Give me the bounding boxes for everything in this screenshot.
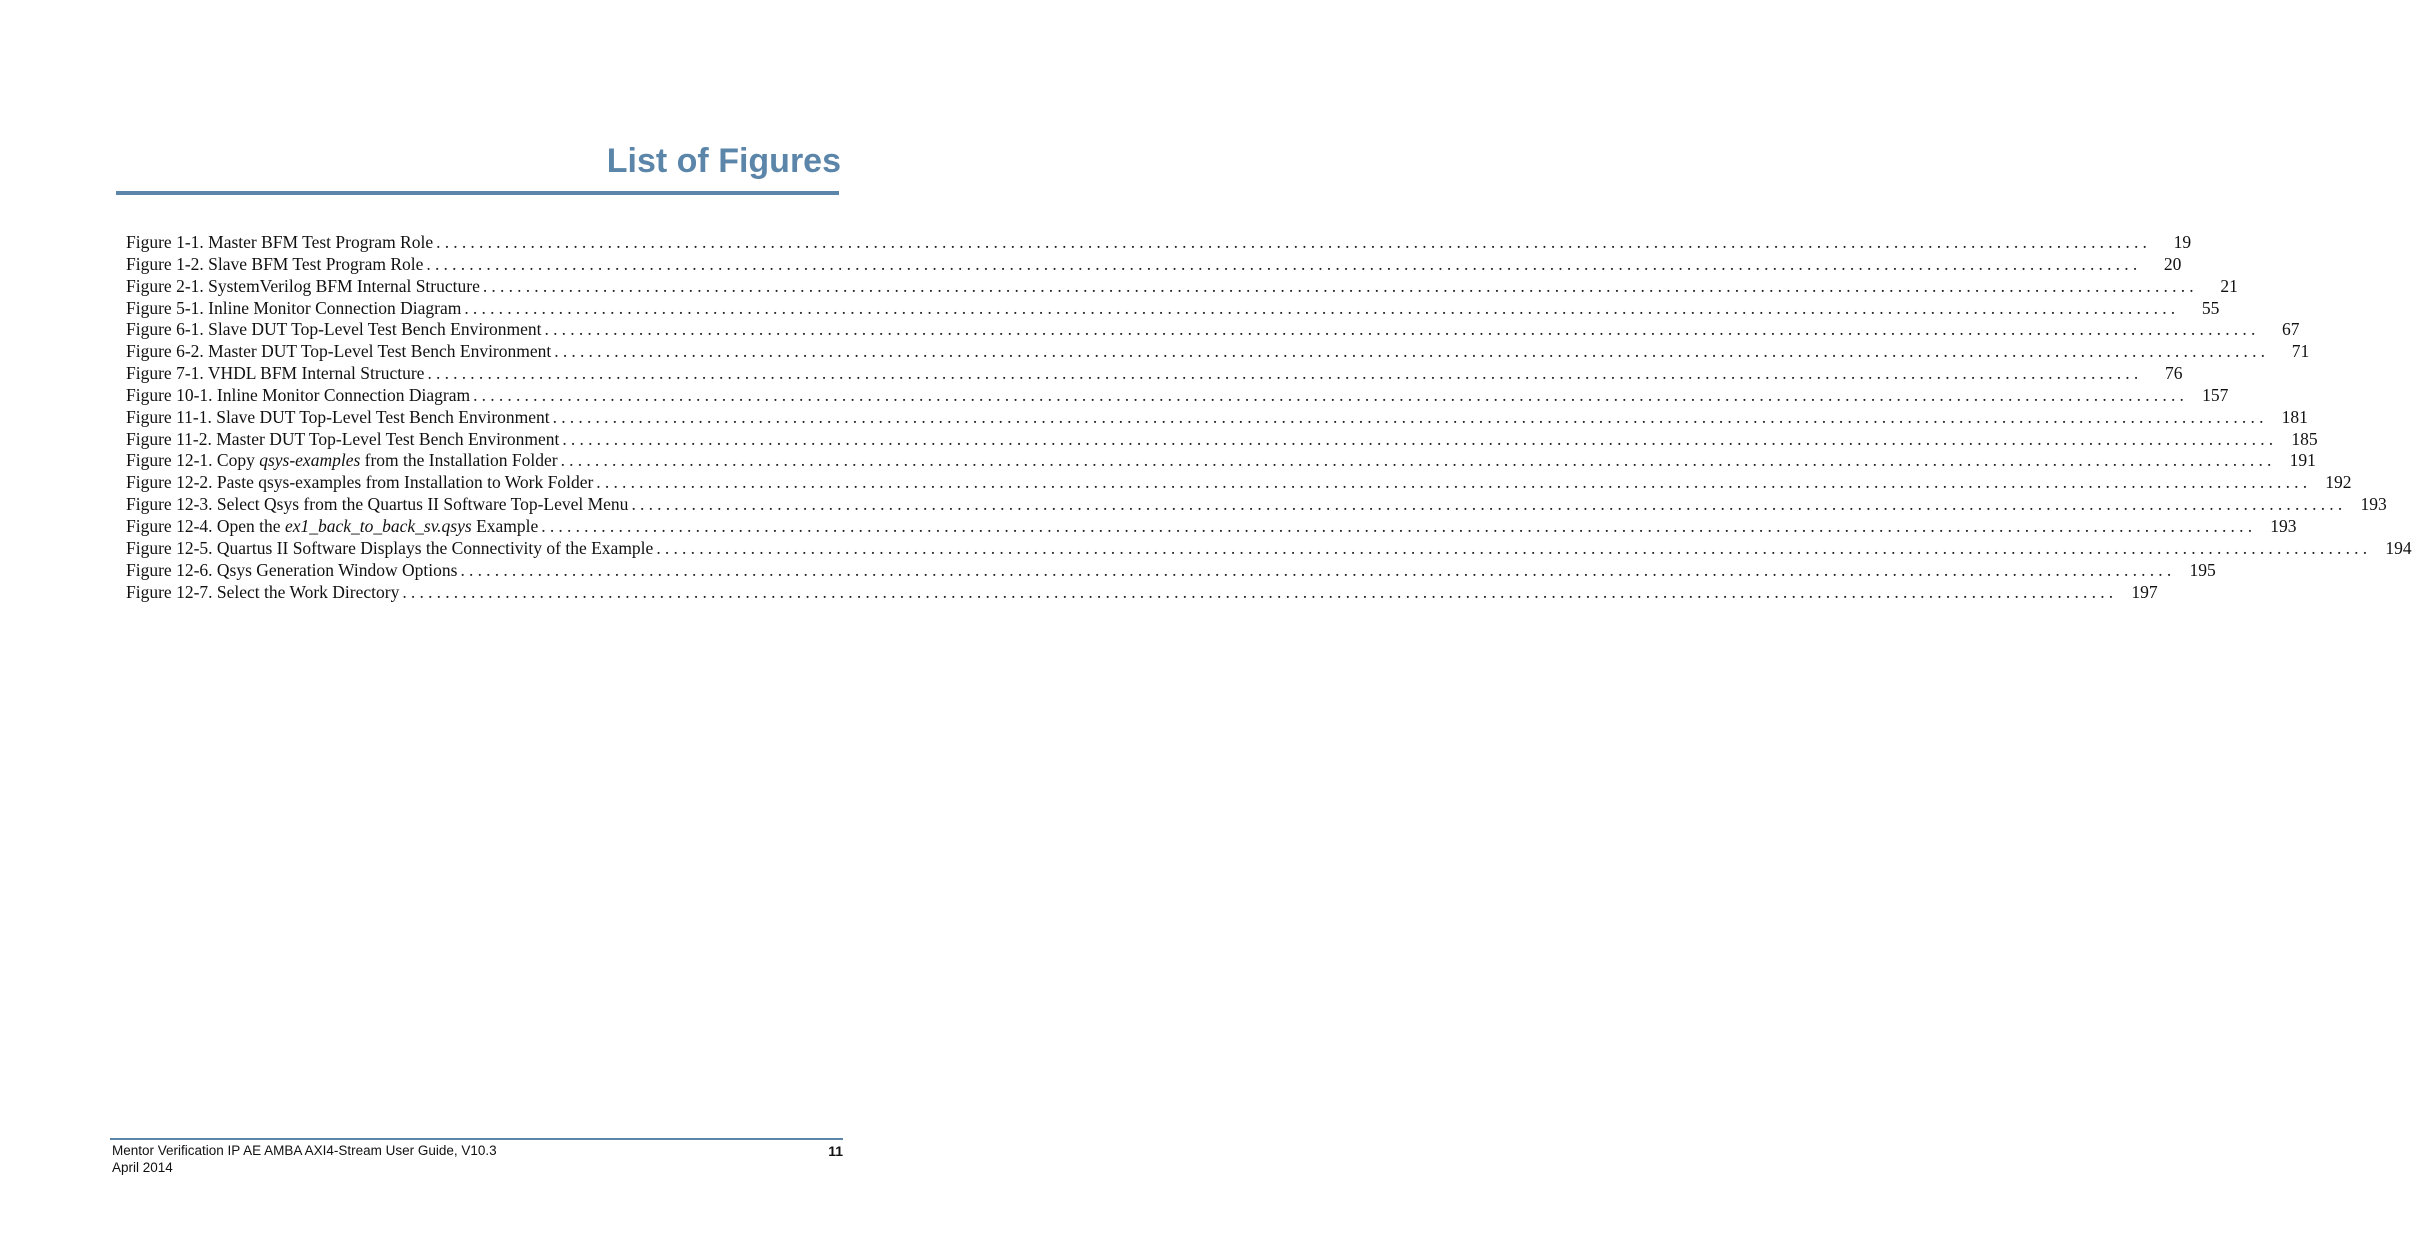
dot-leader: ........................................................................................................................................................................................................ <box>596 472 2312 493</box>
figure-entry-page: 192 <box>2325 472 2352 493</box>
figure-entry-title: Figure 12-7. Select the Work Directory <box>126 581 400 602</box>
dot-leader: ........................................................................................................................................................................................................ <box>426 253 2142 274</box>
dot-leader: ........................................................................................................................................................................................................ <box>631 494 2347 515</box>
dot-leader: ........................................................................................................................................................................................................ <box>656 537 2372 558</box>
figure-entry-page: 193 <box>2270 515 2297 536</box>
figure-entry-title: Figure 12-5. Quartus II Software Displays the Connectivity of the Example <box>126 537 654 558</box>
figure-entry-page: 191 <box>2289 450 2316 471</box>
figure-entry-title: Figure 11-1. Slave DUT Top-Level Test Bench Environment <box>126 406 550 427</box>
figure-entry-title: Figure 6-1. Slave DUT Top-Level Test Bench Environment <box>126 319 542 340</box>
figure-entry[interactable] <box>126 428 2318 451</box>
dot-leader: ........................................................................................................................................................................................................ <box>560 450 2276 471</box>
footer-date: April 2014 <box>112 1159 173 1175</box>
dot-leader: ........................................................................................................................................................................................................ <box>460 559 2176 580</box>
figure-entry[interactable] <box>126 384 2229 407</box>
dot-leader: ........................................................................................................................................................................................................ <box>552 406 2268 427</box>
dot-leader: ........................................................................................................................................................................................................ <box>427 363 2143 384</box>
figure-entry-title-italic: qsys-examples <box>259 450 361 471</box>
figure-entry-page: 157 <box>2202 384 2229 405</box>
figure-entry-page: 67 <box>2282 319 2300 340</box>
title-divider <box>116 191 839 195</box>
figure-entry-page: 76 <box>2164 363 2183 384</box>
figure-entry[interactable] <box>126 363 2183 385</box>
page-title: List of Figures <box>606 142 841 180</box>
figure-entry[interactable] <box>126 450 2316 472</box>
figure-entry-title-italic: ex1_back_to_back_sv.qsys <box>284 515 472 536</box>
dot-leader: ........................................................................................................................................................................................................ <box>482 275 2198 296</box>
dot-leader: ........................................................................................................................................................................................................ <box>473 384 2189 405</box>
page-footer <box>112 1143 843 1176</box>
figure-entry[interactable] <box>126 494 2387 516</box>
figure-entry[interactable] <box>126 232 2192 254</box>
figure-entry-title: Figure 1-2. Slave BFM Test Program Role <box>126 253 424 274</box>
dot-leader: ........................................................................................................................................................................................................ <box>541 515 2257 536</box>
figure-entry-page: 181 <box>2281 406 2308 427</box>
figure-entry-title-prefix: Figure 12-4. Open the <box>126 515 285 536</box>
dot-leader: ........................................................................................................................................................................................................ <box>562 428 2278 449</box>
figure-entry-title-prefix: Figure 12-1. Copy <box>126 450 260 471</box>
figure-entry-title <box>126 516 538 538</box>
figure-entry-page: 195 <box>2189 559 2216 580</box>
figure-entry-title: Figure 7-1. VHDL BFM Internal Structure <box>126 363 425 384</box>
figure-entry[interactable] <box>126 319 2300 341</box>
figure-entry-title: Figure 2-1. SystemVerilog BFM Internal Structure <box>126 275 480 296</box>
figure-entry-title: Figure 5-1. Inline Monitor Connection Diagram <box>126 297 462 318</box>
figure-entry-title: Figure 1-1. Master BFM Test Program Role <box>126 232 434 252</box>
figure-entry-page: 19 <box>2173 232 2192 252</box>
figure-entry[interactable] <box>126 275 2238 298</box>
figure-entry-title: Figure 12-3. Select Qsys from the Quartus II Software Top-Level Menu <box>126 494 629 515</box>
dot-leader: ........................................................................................................................................................................................................ <box>464 297 2180 318</box>
figure-entry[interactable] <box>126 406 2308 429</box>
figure-entry-page: 55 <box>2201 297 2220 318</box>
figure-entry[interactable] <box>126 581 2158 604</box>
dot-leader: ........................................................................................................................................................................................................ <box>544 319 2260 340</box>
figure-entry-page: 71 <box>2291 341 2310 362</box>
dot-leader: ........................................................................................................................................................................................................ <box>436 232 2152 252</box>
figure-entry-title: Figure 6-2. Master DUT Top-Level Test Bench Environment <box>126 341 552 362</box>
dot-leader: ........................................................................................................................................................................................................ <box>402 581 2118 602</box>
footer-page-number: 11 <box>828 1143 843 1159</box>
figure-entry-title: Figure 12-2. Paste qsys-examples from Installation to Work Folder <box>126 472 594 493</box>
footer-divider <box>110 1138 843 1140</box>
dot-leader: ........................................................................................................................................................................................................ <box>554 341 2270 362</box>
figure-entry-title <box>126 450 558 472</box>
figure-entry[interactable] <box>126 341 2310 363</box>
figure-entry-title: Figure 10-1. Inline Monitor Connection Diagram <box>126 384 471 405</box>
figure-entry-page: 197 <box>2131 581 2158 602</box>
figure-entry[interactable] <box>126 472 2352 494</box>
figure-entry[interactable] <box>126 297 2220 320</box>
figure-entry-page: 194 <box>2385 537 2412 558</box>
figure-entry-title-suffix: Example <box>471 515 539 536</box>
figure-entry-title: Figure 12-6. Qsys Generation Window Options <box>126 559 458 580</box>
figure-entry-title: Figure 11-2. Master DUT Top-Level Test Bench Environment <box>126 428 560 449</box>
figure-entry[interactable] <box>126 253 2182 276</box>
figure-list <box>126 232 2412 603</box>
figure-entry-page: 193 <box>2360 494 2387 515</box>
figure-entry[interactable] <box>126 559 2216 582</box>
figure-entry-page: 20 <box>2163 253 2182 274</box>
figure-entry[interactable] <box>126 515 2297 538</box>
figure-entry-page: 185 <box>2291 428 2318 449</box>
footer-doc-title: Mentor Verification IP AE AMBA AXI4-Stream User Guide, V10.3 <box>112 1143 497 1158</box>
figure-entry-title-suffix: from the Installation Folder <box>360 450 558 471</box>
figure-entry[interactable] <box>126 537 2412 560</box>
figure-entry-page: 21 <box>2220 275 2238 296</box>
